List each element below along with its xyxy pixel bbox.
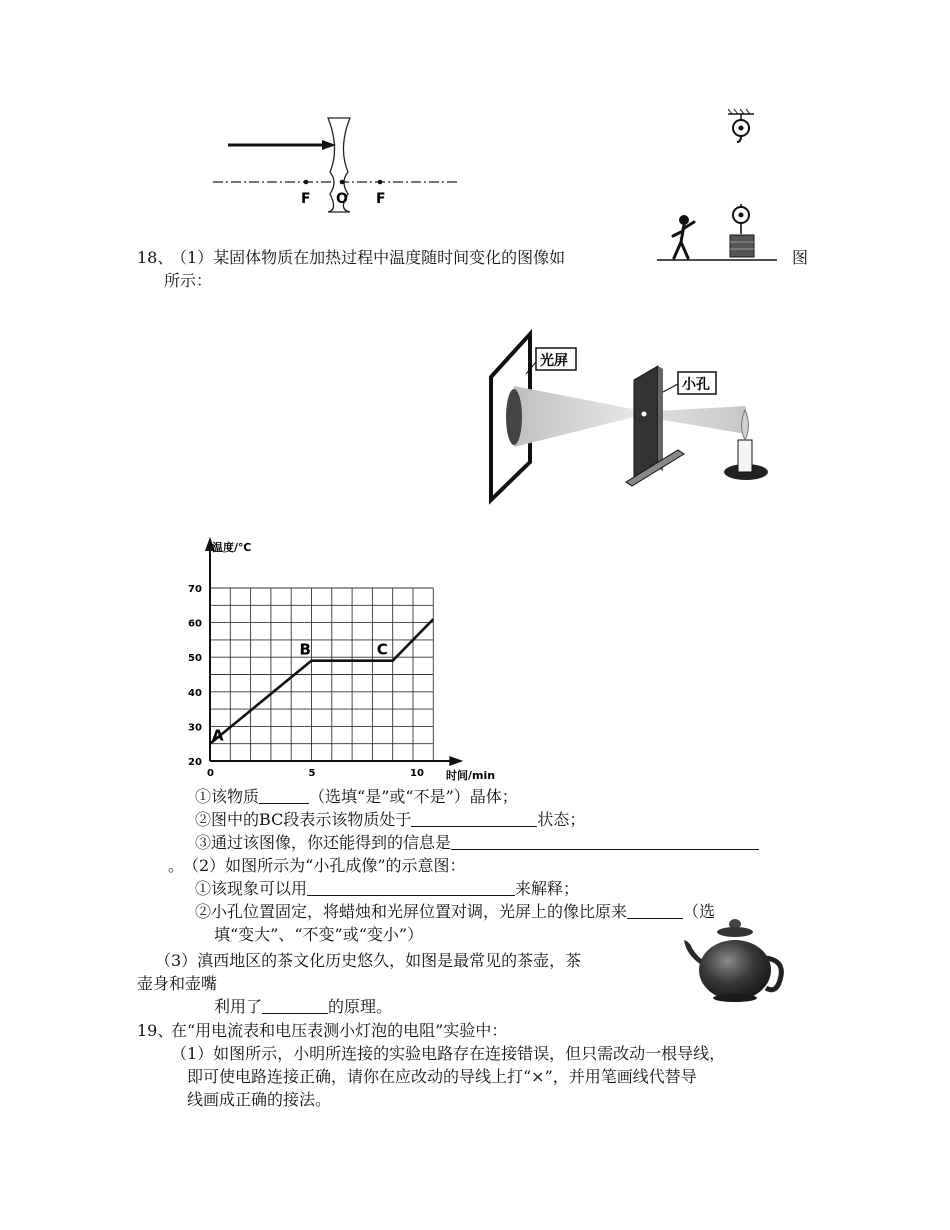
q18-item2 bbox=[195, 809, 585, 831]
p2-item2-num: ② bbox=[195, 902, 212, 921]
p2-item1-num: ① bbox=[195, 879, 212, 898]
pulley-figure bbox=[652, 108, 782, 268]
screen-label: 光屏 bbox=[540, 353, 568, 369]
q18-part2-item2 bbox=[195, 901, 715, 923]
pinhole-figure bbox=[488, 322, 778, 504]
q18-intro-continuation: 所示： bbox=[164, 271, 213, 290]
x-tick-label: 5 bbox=[308, 768, 316, 779]
item1-num: ① bbox=[195, 787, 212, 806]
p2-item1-text-a: 该现象可以用 bbox=[211, 879, 308, 898]
item2-blank[interactable] bbox=[411, 810, 537, 827]
q18-item1 bbox=[195, 786, 518, 808]
item3-num: ③ bbox=[195, 833, 212, 852]
y-tick-label: 70 bbox=[188, 584, 202, 595]
q18-intro-text: （1）某固体物质在加热过程中温度随时间变化的图像如 bbox=[171, 248, 566, 267]
p2-item1-text-b: 来解释； bbox=[515, 879, 580, 898]
q19-p1-line3: 线画成正确的接法。 bbox=[187, 1090, 332, 1109]
q19-p1-line2: 即可使电路连接正确，请你在应改动的导线上打“×”，并用笔画线代替导 bbox=[187, 1067, 697, 1086]
x-tick-label: 10 bbox=[410, 768, 424, 779]
item1-text-a: 该物质 bbox=[211, 787, 260, 806]
q18-intro-tail: 图 bbox=[792, 248, 809, 267]
item2-text-b: 状态； bbox=[537, 810, 586, 829]
q18-part2-item2-cont: 填“变大”、“不变”或“变小”） bbox=[214, 925, 424, 944]
y-tick-label: 30 bbox=[188, 722, 202, 734]
pinhole-label: 小孔 bbox=[682, 377, 710, 393]
p2-item2-text-b: （选 bbox=[683, 902, 716, 921]
optical-center-label: O bbox=[336, 191, 348, 207]
q18-part3-line3 bbox=[214, 996, 392, 1018]
chart-series bbox=[210, 619, 433, 745]
item1-blank[interactable] bbox=[259, 787, 309, 804]
chart-ylabel: 温度/℃ bbox=[212, 541, 252, 554]
x-tick-label: 0 bbox=[207, 768, 214, 779]
y-tick-label: 20 bbox=[188, 757, 202, 768]
item1-text-b: （选填“是”或“不是”）晶体； bbox=[309, 787, 518, 806]
q18-part2-intro: （2）如图所示为“小孔成像”的示意图： bbox=[183, 856, 466, 875]
y-tick-label: 60 bbox=[188, 618, 202, 630]
q18-item3 bbox=[195, 832, 759, 854]
p3-text-b: 的原理。 bbox=[328, 997, 393, 1016]
q19-p1-line1: （1）如图所示，小明所连接的实验电路存在连接错误，但只需改动一根导线， bbox=[171, 1044, 726, 1063]
point-label-b: B bbox=[299, 640, 311, 659]
x-axis-arrow bbox=[449, 756, 463, 766]
temperature-series-line bbox=[210, 619, 433, 744]
item2-num: ② bbox=[195, 810, 212, 829]
q18-item3-end: 。 bbox=[168, 856, 185, 875]
point-label-c: C bbox=[376, 640, 388, 659]
item3-text-a: 通过该图像，你还能得到的信息是 bbox=[211, 833, 452, 852]
temperature-time-chart bbox=[180, 535, 510, 785]
focus-right-label: F bbox=[376, 191, 386, 207]
chart-grid bbox=[210, 588, 433, 761]
concave-lens-figure bbox=[210, 110, 470, 220]
p2-item2-text-a: 小孔位置固定，将蜡烛和光屏位置对调，光屏上的像比原来 bbox=[211, 902, 628, 921]
p3-blank[interactable] bbox=[262, 997, 328, 1014]
focus-left-label: F bbox=[301, 191, 311, 207]
p3-text-a: 利用了 bbox=[214, 997, 263, 1016]
chart-axes bbox=[205, 537, 463, 766]
q18-number: 18、 bbox=[137, 248, 174, 267]
p2-item1-blank[interactable] bbox=[307, 879, 515, 896]
y-tick-label: 50 bbox=[188, 653, 202, 665]
q18-part3-line2: 壶身和壶嘴 bbox=[137, 974, 218, 993]
p2-item2-blank[interactable] bbox=[627, 902, 683, 919]
item3-blank[interactable] bbox=[451, 833, 759, 850]
q19-title: 在“用电流表和电压表测小灯泡的电阻”实验中： bbox=[171, 1021, 508, 1040]
item2-text-a: 图中的BC段表示该物质处于 bbox=[211, 810, 412, 829]
chart-ticks bbox=[188, 584, 424, 779]
q18-part2-item1 bbox=[195, 878, 579, 900]
q19-number: 19、 bbox=[137, 1021, 174, 1040]
teapot-image bbox=[680, 918, 790, 1008]
y-tick-label: 40 bbox=[188, 687, 202, 699]
point-label-a: A bbox=[212, 726, 224, 745]
chart-xlabel: 时间/min bbox=[446, 769, 496, 782]
q18-part3-line1: （3）滇西地区的茶文化历史悠久，如图是最常见的茶壶，茶 bbox=[155, 951, 582, 970]
